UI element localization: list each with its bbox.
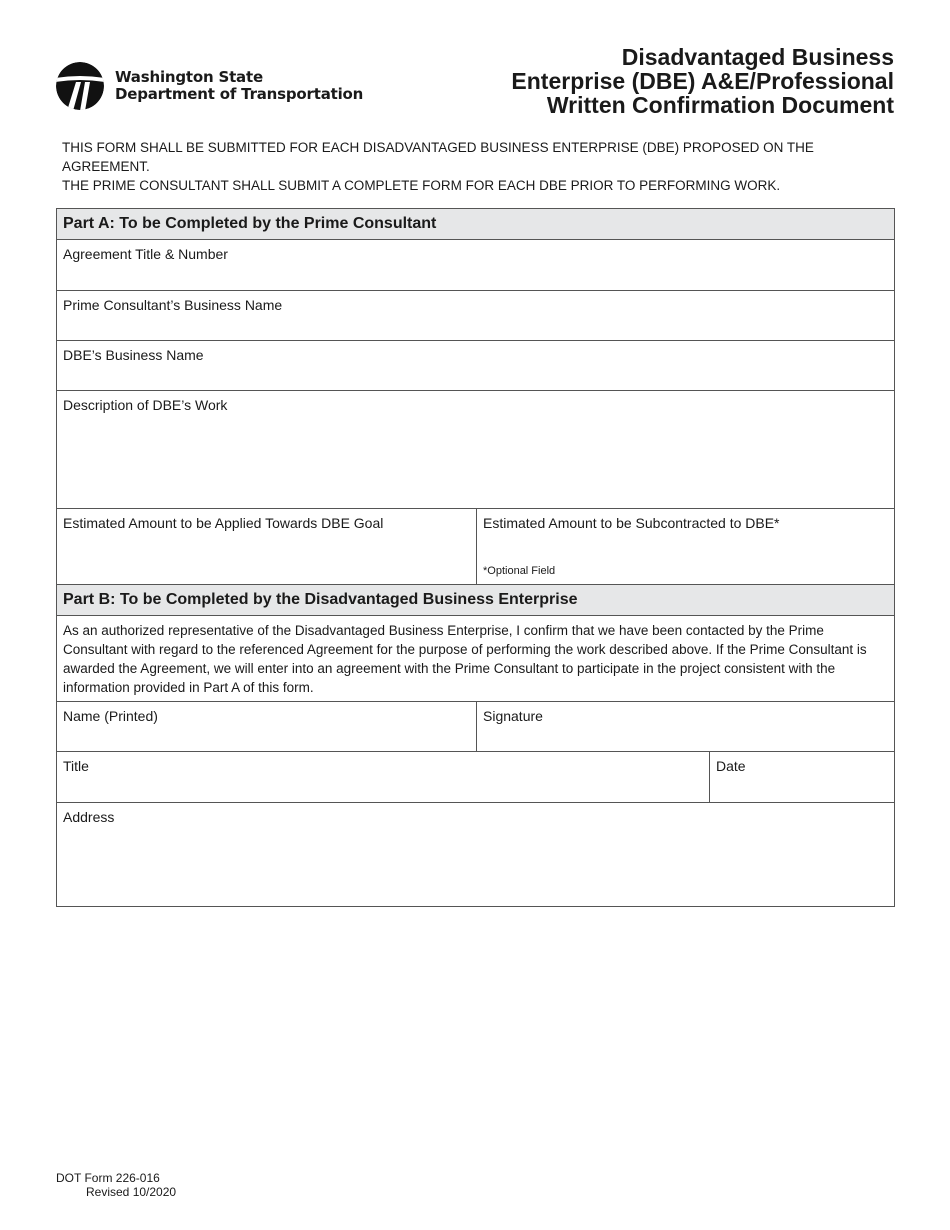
confirmation-statement: As an authorized representative of the Disadvantaged Business Enterprise, I confirm that we have been contacted by the Prime Consultant with regard to the referenced Agreement for the purpose of performing the work described above. If the Prime Consultant is awarded the Agreement, we will enter into an agreement with the Prime Consultant to participate in the project consistent with the information provided in Part A of this form. bbox=[63, 623, 867, 695]
confirmation-row bbox=[57, 616, 894, 702]
instruction-line-1: THIS FORM SHALL BE SUBMITTED FOR EACH DISADVANTAGED BUSINESS ENTERPRISE (DBE) PROPOSED ON THE AGREEMENT. bbox=[62, 140, 814, 174]
prime-name-row bbox=[57, 291, 894, 341]
optional-field-note: *Optional Field bbox=[483, 565, 556, 577]
goal-amount-label: Estimated Amount to be Applied Towards DBE Goal bbox=[63, 515, 384, 531]
title-line-1: Disadvantaged Business bbox=[621, 44, 894, 70]
address-label: Address bbox=[63, 809, 115, 825]
signature-field[interactable] bbox=[476, 702, 894, 751]
title-line-2: Enterprise (DBE) A&E/Professional bbox=[511, 68, 894, 94]
organization-name bbox=[115, 69, 363, 103]
wsdot-logo bbox=[55, 61, 363, 111]
name-signature-row bbox=[57, 702, 894, 752]
confirmation-form bbox=[56, 208, 895, 907]
form-footer bbox=[56, 1171, 176, 1199]
form-number: DOT Form 226-016 bbox=[56, 1171, 160, 1185]
description-field[interactable] bbox=[57, 391, 894, 508]
date-field[interactable] bbox=[709, 752, 894, 802]
form-title bbox=[511, 45, 894, 117]
dbe-name-row bbox=[57, 341, 894, 391]
dbe-name-field[interactable] bbox=[57, 341, 894, 390]
title-label: Title bbox=[63, 758, 89, 774]
signature-label: Signature bbox=[483, 708, 543, 724]
name-printed-field[interactable] bbox=[57, 702, 476, 751]
subcontract-amount-field[interactable] bbox=[476, 509, 894, 584]
date-label: Date bbox=[716, 758, 746, 774]
instruction-line-2: THE PRIME CONSULTANT SHALL SUBMIT A COMPLETE FORM FOR EACH DBE PRIOR TO PERFORMING WORK. bbox=[62, 178, 781, 193]
form-instructions bbox=[62, 138, 892, 195]
name-printed-label: Name (Printed) bbox=[63, 708, 158, 724]
agreement-title-row bbox=[57, 240, 894, 291]
subcontract-amount-label: Estimated Amount to be Subcontracted to DBE* bbox=[483, 515, 780, 531]
org-line-2: Department of Transportation bbox=[115, 85, 364, 103]
agreement-title-label: Agreement Title & Number bbox=[63, 246, 228, 262]
part-b-heading: Part B: To be Completed by the Disadvantaged Business Enterprise bbox=[57, 585, 894, 616]
title-line-3: Written Confirmation Document bbox=[546, 92, 894, 118]
prime-name-field[interactable] bbox=[57, 291, 894, 340]
part-a-heading: Part A: To be Completed by the Prime Consultant bbox=[57, 209, 894, 240]
goal-amount-field[interactable] bbox=[57, 509, 476, 584]
prime-name-label: Prime Consultant’s Business Name bbox=[63, 297, 283, 313]
title-date-row bbox=[57, 752, 894, 803]
title-field[interactable] bbox=[57, 752, 709, 802]
address-row bbox=[57, 803, 894, 906]
address-field[interactable] bbox=[57, 803, 894, 906]
amounts-row bbox=[57, 509, 894, 585]
description-row bbox=[57, 391, 894, 509]
revision-date: Revised 10/2020 bbox=[86, 1185, 177, 1199]
agreement-title-field[interactable] bbox=[57, 240, 894, 290]
org-line-1: Washington State bbox=[115, 68, 263, 86]
wsdot-logo-icon bbox=[55, 61, 105, 111]
description-label: Description of DBE’s Work bbox=[63, 397, 228, 413]
dbe-name-label: DBE’s Business Name bbox=[63, 347, 204, 363]
